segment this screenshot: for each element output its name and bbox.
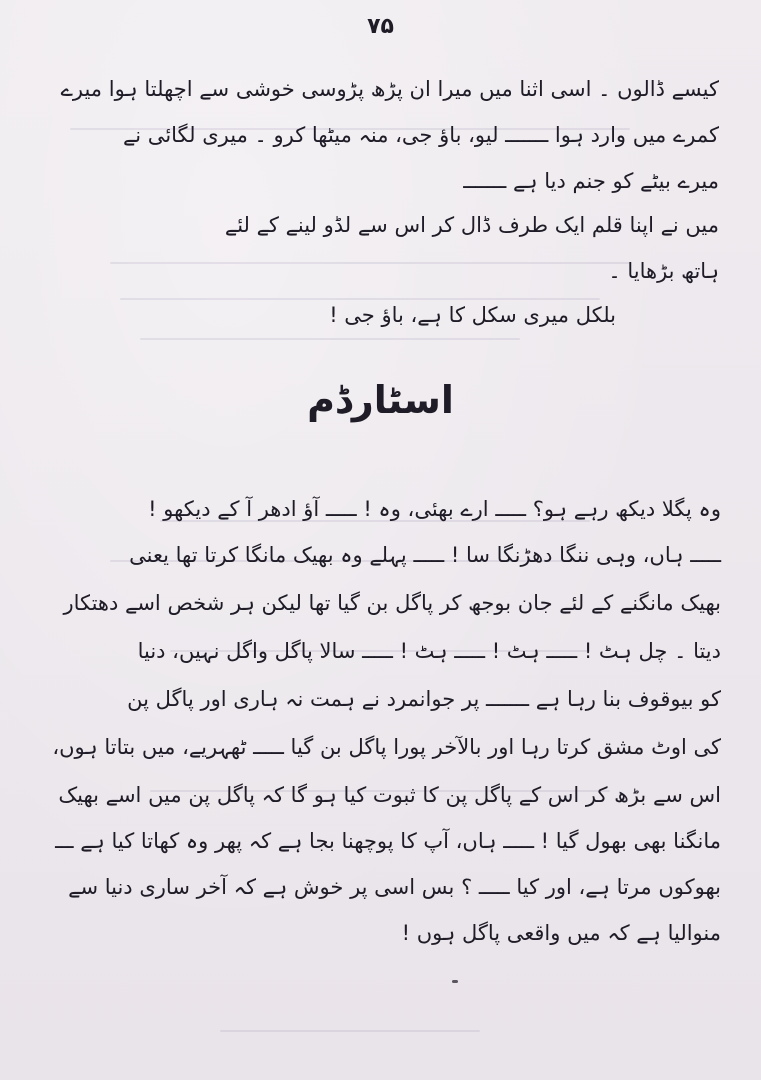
text-line: بلکل میری سکل کا ہے، باؤ جی !	[329, 303, 616, 327]
show-through-mark	[140, 338, 520, 340]
text-line: ہاتھ بڑھایا ۔	[608, 259, 719, 283]
text-line: منوالیا ہے کہ میں واقعی پاگل ہوں !	[401, 921, 721, 945]
text-line: وہ پگلا دیکھ رہے ہو؟ ـــــ ارے بھئی، وہ ! ـــــ آؤ ادھر آ کے دیکھو !	[148, 497, 721, 521]
text-line: بھیک مانگنے کے لئے جان بوجھ کر پاگل بن گیا تھا لیکن ہر شخص اسے دھتکار	[63, 591, 721, 615]
text-line: کیسے ڈالوں ۔ اسی اثنا میں میرا ان پڑھ پڑوسی خوشی سے اچھلتا ہوا میرے	[60, 77, 719, 101]
text-line: میرے بیٹے کو جنم دیا ہے ـــــــ	[463, 169, 719, 193]
text-line: میں نے اپنا قلم ایک طرف ڈال کر اس سے لڈو لینے کے لئے	[224, 213, 719, 237]
show-through-mark	[110, 262, 630, 264]
text-line: کی اوٹ مشق کرتا رہا اور بالآخر پورا پاگل بن گیا ـــــ ٹھہریے، میں بتاتا ہوں،	[52, 735, 721, 759]
text-line: کمرے میں وارد ہوا ـــــــ لیو، باؤ جی، منہ میٹھا کرو ۔ میری لگائی نے	[122, 123, 719, 147]
page-number: ۷۵	[367, 14, 394, 39]
chapter-heading: اسٹارڈم	[307, 378, 454, 422]
text-line: دیتا ۔ چل ہٹ ! ـــــ ہٹ ! ـــــ ہٹ ! ـــــ سالا پاگل واگل نہیں، دنیا	[137, 639, 721, 663]
text-line: بھوکوں مرتا ہے، اور کیا ـــــ ؟ بس اسی پر خوش ہے کہ آخر ساری دنیا سے	[68, 875, 721, 899]
show-through-mark	[220, 1030, 480, 1032]
text-line: مانگنا بھی بھول گیا ! ـــــ ہاں، آپ کا پوچھنا بجا ہے کہ پھر وہ کھاتا کیا ہے ـــ	[55, 829, 721, 853]
page-speck	[452, 980, 458, 983]
text-line: کو بیوقوف بنا رہا ہے ـــــــ پر جوانمرد نے ہمت نہ ہاری اور پاگل پن	[127, 687, 721, 711]
text-line: اس سے بڑھ کر اس کے پاگل پن کا ثبوت کیا ہو گا کہ پاگل پن میں اسے بھیک	[58, 783, 721, 807]
text-line: ـــــ ہاں، وہی ننگا دھڑنگا سا ! ـــــ پہلے وہ بھیک مانگا کرتا تھا یعنی	[129, 543, 721, 567]
